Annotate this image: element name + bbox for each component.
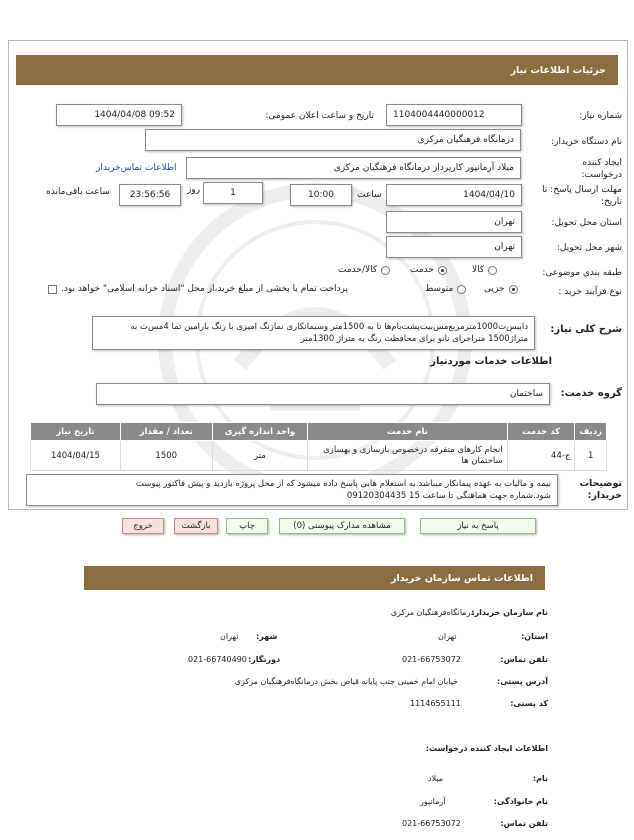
col-service-code: کد خدمت (507, 423, 575, 441)
deadline-time-label: ساعت (357, 190, 382, 200)
contact-phone-label: تلفن تماس: (500, 655, 548, 664)
back-button[interactable]: بازگشت (174, 518, 218, 534)
payment-treasury-checkbox[interactable]: پرداخت تمام یا بخشی از مبلغ خرید،از محل "اسناد خزانه اسلامی" خواهد بود. (48, 284, 348, 294)
exit-button[interactable]: خروج (122, 518, 164, 534)
contact-phone-value: 021-66753072 (402, 655, 461, 664)
process-option-medium[interactable]: متوسط (425, 284, 466, 294)
creator-name-label: نام: (532, 774, 548, 783)
province-label: استان محل تحویل: (551, 218, 622, 228)
category-option-goods[interactable]: کالا (472, 265, 497, 275)
checkbox-icon (48, 285, 57, 294)
process-option-minor[interactable]: جزیی (484, 284, 518, 294)
page-header (16, 55, 618, 85)
cell-need-date: 1404/04/15 (31, 441, 121, 471)
need-number-label: شماره نیاز: (579, 111, 622, 121)
buyer-notes-label: توضیحات خریدار: (579, 478, 622, 501)
province-field: تهران (386, 211, 522, 233)
table-row (31, 441, 607, 471)
creator-family-label: نام خانوادگی: (493, 797, 548, 806)
contact-city-label: شهر: (256, 632, 278, 641)
cell-unit: متر (212, 441, 308, 471)
col-service-name: نام خدمت (308, 423, 507, 441)
remaining-time-label: ساعت باقی‌مانده (46, 187, 110, 197)
buyer-notes-line-1: بیمه و مالیات به عهده پیمانکار میباشد.به استعلام هایی پاسخ داده میشود که از محل پروژه بازدید و پیش فاکتور پیوست (135, 479, 551, 489)
contact-address-label: آدرس پستی: (497, 677, 548, 686)
announce-datetime-field: 1404/04/08 09:52 (56, 104, 182, 126)
requester-field: میلاد آرمانپور کارپرداز درمانگاه فرهنگیان مرکزی (186, 157, 521, 179)
items-table (30, 422, 607, 471)
contact-province-value: تهران (438, 632, 457, 641)
radio-icon (381, 266, 390, 275)
description-label: شرح کلی نیاز: (550, 324, 622, 335)
deadline-days-label: روز (187, 185, 201, 195)
description-box (92, 316, 535, 350)
radio-icon (488, 266, 497, 275)
col-quantity: تعداد / مقدار (120, 423, 212, 441)
deadline-label: مهلت ارسال پاسخ: تا تاریخ: (542, 185, 622, 207)
need-number-field: 1104004440000012 (386, 104, 522, 126)
buyer-org-field: درمانگاه فرهنگیان مرکزی (145, 129, 521, 151)
table-header-row (31, 423, 607, 441)
creator-phone-label: تلفن تماس: (500, 819, 548, 828)
category-option-goods-service[interactable]: کالا/خدمت (338, 265, 390, 275)
buyer-notes-box (26, 474, 558, 506)
reply-button[interactable]: پاسخ به نیاز (420, 518, 536, 534)
col-need-date: تاریخ نیاز (31, 423, 121, 441)
creator-phone-value: 021-66753072 (402, 819, 461, 828)
cell-row: 1 (575, 441, 607, 471)
requester-label: ایجاد کننده درخواست: (581, 158, 622, 180)
buyer-notes-line-2: شود.شماره جهت هماهنگی تا ساعت 15 09120304435 (346, 491, 551, 501)
description-line-2: متراژ1500 متراجرای نانو برای محافظت رنگ به متراژ 1300متر (300, 334, 528, 344)
process-label: نوع فرآیند خرید : (558, 287, 622, 297)
service-group-label: گروه خدمت: (560, 388, 622, 399)
deadline-days-field: 1 (203, 182, 263, 204)
deadline-date-field: 1404/04/10 (386, 184, 522, 206)
buyer-contact-link[interactable]: اطلاعات تماس‌خریدار (96, 163, 177, 173)
cell-service-name: انجام کارهای متفرقه درخصوص بازسازی و بهسازی ساختمان ها (308, 441, 507, 471)
print-button[interactable]: چاپ (226, 518, 268, 534)
col-row: ردیف (575, 423, 607, 441)
contact-org-label: نام سازمان خریدار: (471, 608, 548, 617)
creator-name-value: میلاد (428, 774, 444, 783)
contact-fax-value: 021-66740490 (188, 655, 247, 664)
contact-postal-label: کد پستی: (510, 699, 548, 708)
contact-postal-value: 1114655111 (410, 699, 461, 708)
contact-city-value: تهران (220, 632, 239, 641)
radio-selected-icon (509, 285, 518, 294)
creator-title: اطلاعات ایجاد کننده درخواست: (425, 744, 548, 753)
services-title: اطلاعات خدمات موردنیاز (430, 356, 552, 367)
cell-service-code: ج-44 (507, 441, 575, 471)
radio-selected-icon (438, 266, 447, 275)
radio-icon (457, 285, 466, 294)
announce-datetime-label: تاریخ و ساعت اعلان عمومی: (265, 111, 374, 121)
contact-title: اطلاعات تماس سازمان خریدار (390, 572, 533, 584)
category-label: طبقه بندی موضوعی: (542, 268, 622, 278)
creator-family-value: آرمانپور (420, 797, 446, 806)
city-label: شهر محل تحویل: (556, 243, 622, 253)
deadline-time-field: 10:00 (290, 184, 352, 206)
description-line-1: دایبس‌ت1000مترمربع‌مس‌بیت‌پشت‌بام‌ها تا به 1500متر وسیمانکاری نمازنگ امیزی با رنگ بارامین تما 4مس‌ت به (130, 322, 528, 332)
buyer-org-label: نام دستگاه خریدار: (551, 137, 622, 147)
city-field: تهران (386, 236, 522, 258)
cell-quantity: 1500 (120, 441, 212, 471)
contact-org-value: درمانگاه‌فرهنگیان مرکزی (390, 608, 474, 617)
category-option-service[interactable]: خدمت (410, 265, 447, 275)
attachments-button[interactable]: مشاهده مدارک پیوستی (0) (279, 518, 405, 534)
remaining-time-field: 23:56:56 (119, 184, 181, 206)
contact-address-value: خیابان امام خمینی جنب پایانه قیاص بخش درمانگاه‌فرهنگیان مرکزی (234, 677, 458, 686)
contact-header (84, 566, 545, 590)
col-unit: واحد اندازه گیری (212, 423, 308, 441)
service-group-field: ساختمان (96, 383, 550, 405)
page-title: جزئیات اطلاعات نیاز (510, 64, 606, 76)
contact-fax-label: دورنگار: (248, 655, 281, 664)
contact-province-label: استان: (521, 632, 548, 641)
